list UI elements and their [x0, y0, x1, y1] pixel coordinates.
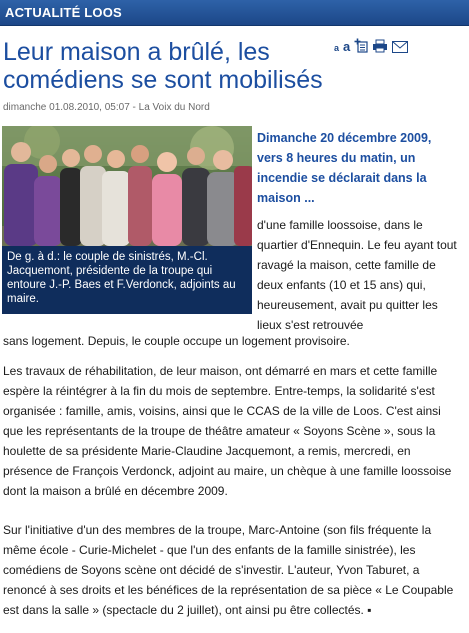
article-body-column: d'une famille loossoise, dans le quartier d'Ennequin. Le feu ayant tout ravagé la maison, cette famille de deux enfants (10 et 15 ans) qui, heureusement, avait pu quitter les lieux s'est retrouvée	[257, 218, 457, 332]
article-toolbar	[334, 37, 408, 53]
share-icon[interactable]	[354, 38, 368, 53]
font-larger-icon[interactable]: a	[343, 39, 351, 54]
email-icon[interactable]	[392, 41, 408, 53]
photo-caption: De g. à d.: le couple de sinistrés, M.-Cl. Jacquemont, présidente de la troupe qui entoure J.-P. Baes et F.Verdonck, adjoints au maire.	[2, 246, 252, 314]
print-icon[interactable]	[372, 39, 388, 53]
section-bar	[0, 0, 469, 26]
article-title: Leur maison a brûlé, les comédiens se sont mobilisés	[3, 38, 323, 94]
article-dateline: dimanche 01.08.2010, 05:07 - La Voix du Nord	[3, 102, 210, 113]
article-paragraph-3: Sur l'initiative d'un des membres de la troupe, Marc-Antoine (son fils fréquente la même école - Curie-Michelet - que l'un des enfants de la famille sinistrée), les comédiens de Soyons scène ont décidé de s'investir. L'auteur, Yvon Taburet, a renoncé à ses droits et les bénéfices de la représentation de sa pièce « Le Coupable est dans la salle » (spectacle du 2 juillet), ont ainsi pu être collectés. ▪	[3, 523, 454, 617]
article-paragraph-2: Les travaux de réhabilitation, de leur maison, ont démarré en mars et cette famille espère la réintégrer à la fin du mois de septembre. Entre-temps, la solidarité s'est organisée : famille, amis, voisins, ainsi que le CCAS de la ville de Loos. C'est ainsi que les représentants de la troupe de théâtre amateur « Soyons Scène », sous la houlette de sa présidente Marie-Claudine Jacquemont, a remis, mercredi, en présence de François Verdonck, adjoint au maire, un chèque à une famille loossoise dont la maison a brûlé en décembre 2009.	[3, 364, 452, 498]
article-photo	[2, 126, 252, 314]
article-lead: Dimanche 20 décembre 2009, vers 8 heures du matin, un incendie se déclarait dans la maison ...	[257, 131, 432, 205]
font-smaller-icon[interactable]: a	[334, 43, 340, 53]
article-body-column-tail: sans logement. Depuis, le couple occupe un logement provisoire.	[3, 334, 350, 348]
section-label[interactable]: ACTUALITÉ LOOS	[5, 5, 122, 20]
